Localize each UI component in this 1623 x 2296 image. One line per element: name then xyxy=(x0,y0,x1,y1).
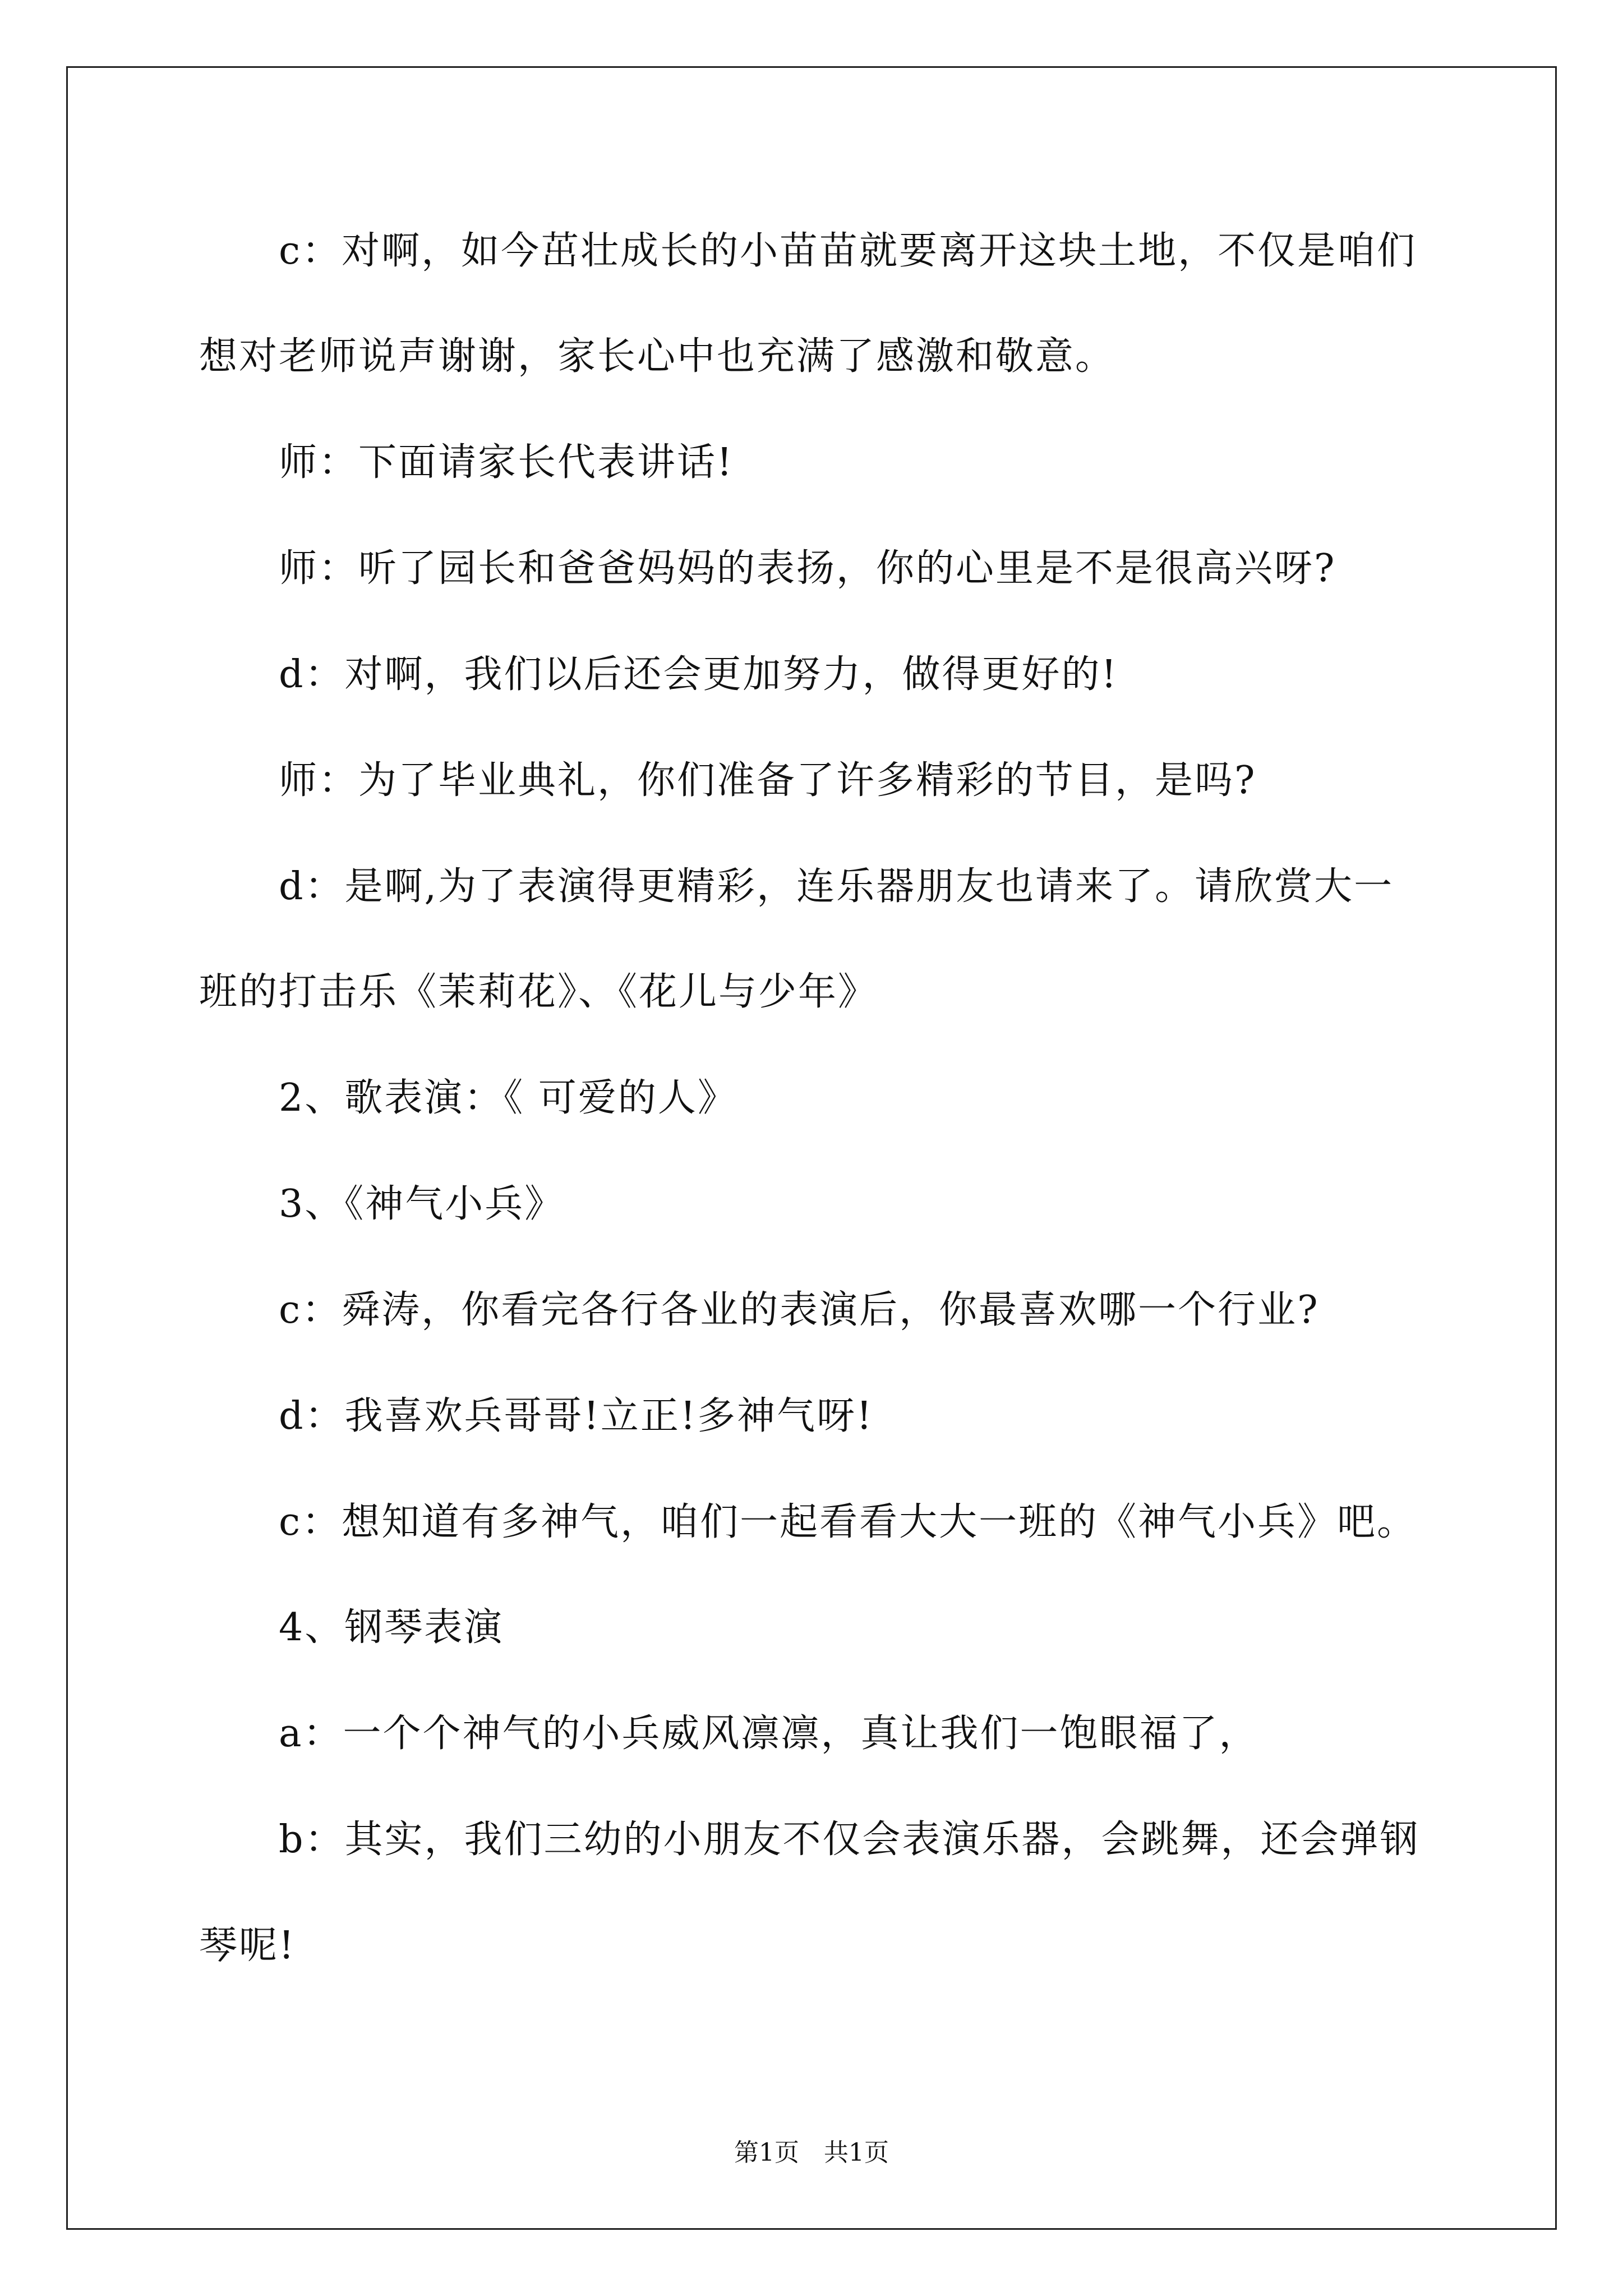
paragraph-line: 4、钢琴表演 xyxy=(279,1605,504,1650)
paragraph-line: 师：下面请家长代表讲话! xyxy=(279,440,734,485)
paragraph-line: d：我喜欢兵哥哥!立正!多神气呀! xyxy=(279,1394,874,1438)
page-border xyxy=(66,66,1557,2230)
paragraph-line: 师：听了园长和爸爸妈妈的表扬，你的心里是不是很高兴呀? xyxy=(279,546,1336,591)
paragraph-line: 3、《神气小兵》 xyxy=(279,1182,565,1226)
page-number-footer: 第1页 共1页 xyxy=(734,2138,889,2167)
paragraph-line: a：一个个神气的小兵威风凛凛，真让我们一饱眼福了， xyxy=(279,1711,1259,1756)
paragraph-line: c：对啊，如今茁壮成长的小苗苗就要离开这块土地，不仅是咱们 xyxy=(279,229,1417,273)
paragraph-line: c：想知道有多神气，咱们一起看看大大一班的《神气小兵》吧。 xyxy=(279,1500,1417,1544)
paragraph-line: 师：为了毕业典礼，你们准备了许多精彩的节目，是吗? xyxy=(279,758,1257,803)
paragraph-line: b：其实，我们三幼的小朋友不仅会表演乐器，会跳舞，还会弹钢 xyxy=(279,1818,1420,1862)
paragraph-line: 琴呢! xyxy=(199,1924,296,1968)
paragraph-line: d：对啊，我们以后还会更加努力，做得更好的! xyxy=(279,652,1118,697)
paragraph-line: 想对老师说声谢谢，家长心中也充满了感激和敬意。 xyxy=(199,334,1115,379)
paragraph-line: c：舜涛，你看完各行各业的表演后，你最喜欢哪一个行业? xyxy=(279,1288,1320,1332)
paragraph-line: d：是啊,为了表演得更精彩，连乐器朋友也请来了。请欣赏大一 xyxy=(279,864,1394,909)
paragraph-line: 2、歌表演：《 可爱的人》 xyxy=(279,1076,737,1120)
paragraph-line: 班的打击乐《茉莉花》、《花儿与少年》 xyxy=(199,970,878,1014)
